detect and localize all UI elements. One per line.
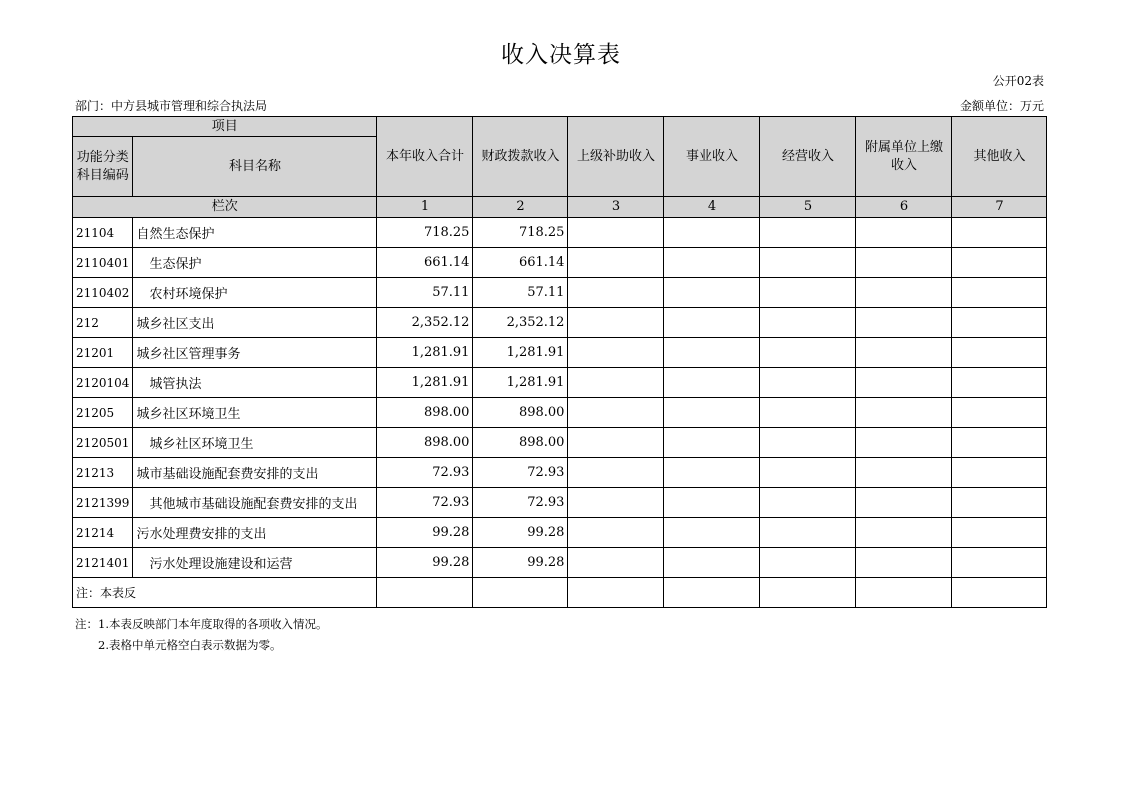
- subject-name: 城乡社区支出: [133, 308, 377, 338]
- subject-name: 污水处理费安排的支出: [133, 518, 377, 548]
- header-col-6: 附属单位上缴收入: [856, 117, 952, 197]
- empty-cell: [664, 308, 760, 338]
- empty-cell: [952, 278, 1047, 308]
- empty-cell: [952, 488, 1047, 518]
- header-col-5: 经营收入: [760, 117, 856, 197]
- subject-name: 城乡社区环境卫生: [133, 398, 377, 428]
- empty-cell: [952, 368, 1047, 398]
- header-col-4: 事业收入: [664, 117, 760, 197]
- empty-cell: [760, 368, 856, 398]
- empty-cell: [760, 278, 856, 308]
- empty-cell: [856, 398, 952, 428]
- column-number: 5: [760, 197, 856, 218]
- empty-cell: [760, 548, 856, 578]
- empty-cell: [856, 278, 952, 308]
- total-income: 1,281.91: [377, 338, 473, 368]
- subject-code: 2120104: [73, 368, 133, 398]
- column-number: 1: [377, 197, 473, 218]
- header-col-1: 本年收入合计: [377, 117, 473, 197]
- table-row: [73, 428, 1047, 458]
- subject-name: 自然生态保护: [133, 218, 377, 248]
- empty-cell: [568, 278, 664, 308]
- empty-cell: [664, 488, 760, 518]
- fiscal-income: 57.11: [473, 278, 568, 308]
- form-number: 公开02表: [992, 74, 1044, 88]
- truncated-note: 注：本表反: [73, 578, 377, 608]
- subject-code: 21201: [73, 338, 133, 368]
- total-income: 72.93: [377, 488, 473, 518]
- department-label: 部门：中方县城市管理和综合执法局: [75, 99, 268, 113]
- table-row: [73, 548, 1047, 578]
- amount-unit-label: 金额单位：万元: [959, 99, 1044, 113]
- table-row: [73, 278, 1047, 308]
- empty-cell: [856, 578, 952, 608]
- empty-cell: [952, 518, 1047, 548]
- table-row: [73, 368, 1047, 398]
- subject-code: 21104: [73, 218, 133, 248]
- table-row: [73, 398, 1047, 428]
- empty-cell: [760, 458, 856, 488]
- column-number: 6: [856, 197, 952, 218]
- fiscal-income: 898.00: [473, 428, 568, 458]
- empty-cell: [664, 428, 760, 458]
- income-final-accounts-table: [72, 116, 1047, 608]
- empty-cell: [568, 218, 664, 248]
- footnotes: [75, 614, 327, 656]
- footnote-2: 2.表格中单元格空白表示数据为零。: [98, 638, 282, 652]
- subject-name: 城乡社区环境卫生: [133, 428, 377, 458]
- empty-cell: [568, 548, 664, 578]
- empty-cell: [760, 518, 856, 548]
- empty-cell: [856, 368, 952, 398]
- fiscal-income: 99.28: [473, 518, 568, 548]
- empty-cell: [377, 578, 473, 608]
- header-code: 功能分类科目编码: [73, 137, 133, 197]
- fiscal-income: 72.93: [473, 488, 568, 518]
- empty-cell: [664, 338, 760, 368]
- empty-cell: [760, 338, 856, 368]
- subject-code: 212: [73, 308, 133, 338]
- table-row: [73, 518, 1047, 548]
- subject-name: 生态保护: [133, 248, 377, 278]
- footnote-1: 注：1.本表反映部门本年度取得的各项收入情况。: [75, 617, 328, 631]
- fiscal-income: 718.25: [473, 218, 568, 248]
- empty-cell: [664, 368, 760, 398]
- empty-cell: [568, 338, 664, 368]
- header-col-2: 财政拨款收入: [473, 117, 568, 197]
- total-income: 718.25: [377, 218, 473, 248]
- subject-code: 21213: [73, 458, 133, 488]
- empty-cell: [856, 488, 952, 518]
- empty-cell: [952, 578, 1047, 608]
- subject-code: 21205: [73, 398, 133, 428]
- empty-cell: [856, 218, 952, 248]
- empty-cell: [568, 248, 664, 278]
- subject-name: 城乡社区管理事务: [133, 338, 377, 368]
- subject-name: 城管执法: [133, 368, 377, 398]
- empty-cell: [952, 398, 1047, 428]
- total-income: 1,281.91: [377, 368, 473, 398]
- total-income: 99.28: [377, 518, 473, 548]
- fiscal-income: 898.00: [473, 398, 568, 428]
- empty-cell: [856, 518, 952, 548]
- table-row: [73, 308, 1047, 338]
- empty-cell: [664, 278, 760, 308]
- total-income: 2,352.12: [377, 308, 473, 338]
- empty-cell: [760, 578, 856, 608]
- empty-cell: [952, 548, 1047, 578]
- page-title: 收入决算表: [501, 42, 621, 68]
- empty-cell: [856, 308, 952, 338]
- empty-cell: [952, 308, 1047, 338]
- fiscal-income: 99.28: [473, 548, 568, 578]
- table-row: [73, 458, 1047, 488]
- empty-cell: [664, 578, 760, 608]
- empty-cell: [568, 488, 664, 518]
- empty-cell: [568, 428, 664, 458]
- total-income: 898.00: [377, 398, 473, 428]
- empty-cell: [856, 458, 952, 488]
- empty-cell: [952, 338, 1047, 368]
- empty-cell: [664, 518, 760, 548]
- empty-cell: [952, 428, 1047, 458]
- empty-cell: [952, 248, 1047, 278]
- total-income: 57.11: [377, 278, 473, 308]
- header-subject-name: 科目名称: [133, 137, 377, 197]
- column-number: 7: [952, 197, 1047, 218]
- subject-name: 其他城市基础设施配套费安排的支出: [133, 488, 377, 518]
- empty-cell: [856, 428, 952, 458]
- fiscal-income: 661.14: [473, 248, 568, 278]
- empty-cell: [568, 518, 664, 548]
- empty-cell: [664, 218, 760, 248]
- header-col-3: 上级补助收入: [568, 117, 664, 197]
- total-income: 72.93: [377, 458, 473, 488]
- empty-cell: [760, 488, 856, 518]
- fiscal-income: 1,281.91: [473, 368, 568, 398]
- empty-cell: [568, 458, 664, 488]
- total-income: 661.14: [377, 248, 473, 278]
- header-project: 项目: [73, 117, 377, 137]
- empty-cell: [664, 398, 760, 428]
- fiscal-income: 1,281.91: [473, 338, 568, 368]
- empty-cell: [760, 428, 856, 458]
- column-number: 3: [568, 197, 664, 218]
- column-number: 4: [664, 197, 760, 218]
- subject-code: 2121399: [73, 488, 133, 518]
- subject-name: 污水处理设施建设和运营: [133, 548, 377, 578]
- total-income: 898.00: [377, 428, 473, 458]
- header-col-7: 其他收入: [952, 117, 1047, 197]
- header-row-column-numbers: [73, 197, 1047, 218]
- empty-cell: [568, 578, 664, 608]
- empty-cell: [760, 248, 856, 278]
- table-row: [73, 218, 1047, 248]
- subject-name: 农村环境保护: [133, 278, 377, 308]
- subject-code: 2121401: [73, 548, 133, 578]
- table-row: [73, 488, 1047, 518]
- empty-cell: [856, 548, 952, 578]
- subject-code: 2120501: [73, 428, 133, 458]
- empty-cell: [856, 248, 952, 278]
- empty-cell: [952, 218, 1047, 248]
- total-income: 99.28: [377, 548, 473, 578]
- empty-cell: [664, 248, 760, 278]
- empty-cell: [568, 398, 664, 428]
- fiscal-income: 2,352.12: [473, 308, 568, 338]
- empty-cell: [473, 578, 568, 608]
- table-note-row: [73, 578, 1047, 608]
- empty-cell: [568, 368, 664, 398]
- header-row-project: [73, 117, 1047, 137]
- subject-code: 2110401: [73, 248, 133, 278]
- header-row-label: 栏次: [73, 197, 377, 218]
- table-row: [73, 338, 1047, 368]
- empty-cell: [952, 458, 1047, 488]
- empty-cell: [664, 458, 760, 488]
- empty-cell: [760, 398, 856, 428]
- subject-code: 21214: [73, 518, 133, 548]
- table-row: [73, 248, 1047, 278]
- empty-cell: [856, 338, 952, 368]
- fiscal-income: 72.93: [473, 458, 568, 488]
- empty-cell: [760, 218, 856, 248]
- column-number: 2: [473, 197, 568, 218]
- empty-cell: [664, 548, 760, 578]
- subject-name: 城市基础设施配套费安排的支出: [133, 458, 377, 488]
- subject-code: 2110402: [73, 278, 133, 308]
- empty-cell: [760, 308, 856, 338]
- empty-cell: [568, 308, 664, 338]
